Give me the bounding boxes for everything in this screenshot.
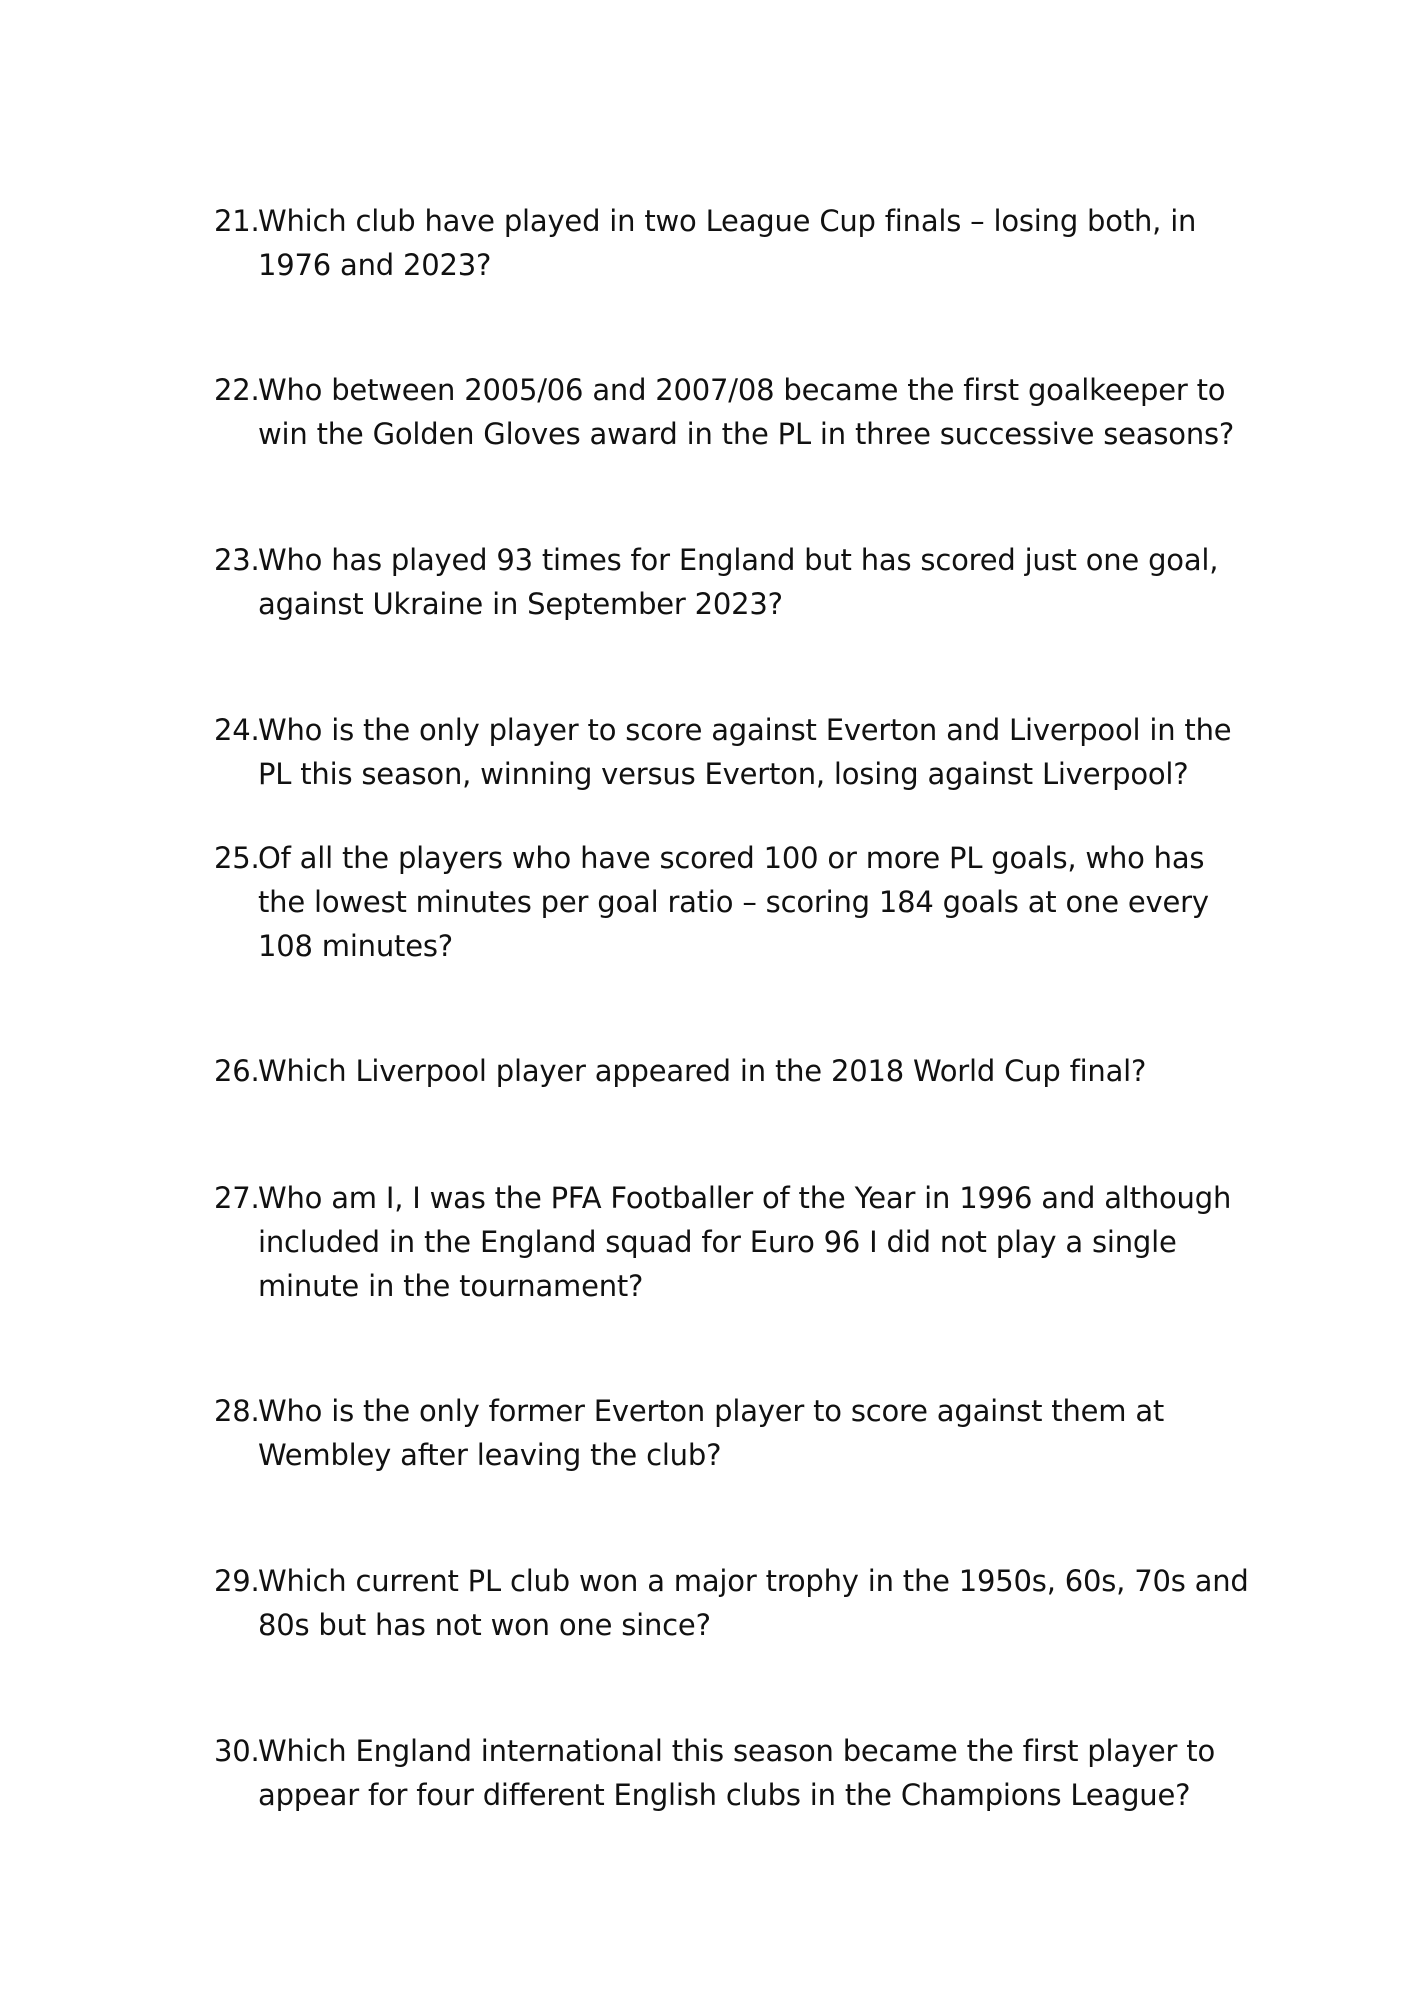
question-24: [214, 708, 1254, 796]
question-25: [214, 836, 1254, 968]
question-text: Which club have played in two League Cup finals – losing both, in 1976 and 2023?: [258, 204, 1197, 282]
question-23: [214, 538, 1254, 626]
question-27: [214, 1176, 1254, 1308]
question-text: Which England international this season became the first player to appear for four different English clubs in the Champions League?: [258, 1734, 1215, 1812]
question-text: Who am I, I was the PFA Footballer of the Year in 1996 and although included in the England squad for Euro 96 I did not play a single minute in the tournament?: [258, 1181, 1232, 1303]
question-text: Which Liverpool player appeared in the 2018 World Cup final?: [258, 1054, 1147, 1088]
question-number: 27.: [214, 1181, 260, 1215]
question-number: 25.: [214, 841, 260, 875]
question-number: 21.: [214, 204, 260, 238]
question-text: Of all the players who have scored 100 or more PL goals, who has the lowest minutes per goal ratio – scoring 184 goals at one every 108 minutes?: [258, 841, 1209, 963]
question-number: 30.: [214, 1734, 260, 1768]
question-29: [214, 1559, 1254, 1647]
question-30: [214, 1729, 1254, 1817]
question-22: [214, 368, 1254, 456]
question-text: Who between 2005/06 and 2007/08 became the first goalkeeper to win the Golden Gloves award in the PL in three successive seasons?: [258, 373, 1235, 451]
question-text: Who is the only former Everton player to score against them at Wembley after leaving the club?: [258, 1394, 1165, 1472]
question-number: 28.: [214, 1394, 260, 1428]
question-text: Who is the only player to score against Everton and Liverpool in the PL this season, winning versus Everton, losing against Liverpool?: [258, 713, 1232, 791]
question-text: Who has played 93 times for England but has scored just one goal, against Ukraine in September 2023?: [258, 543, 1219, 621]
question-text: Which current PL club won a major trophy in the 1950s, 60s, 70s and 80s but has not won one since?: [258, 1564, 1249, 1642]
question-number: 23.: [214, 543, 260, 577]
question-21: [214, 199, 1254, 287]
question-number: 26.: [214, 1054, 260, 1088]
question-number: 22.: [214, 373, 260, 407]
question-number: 29.: [214, 1564, 260, 1598]
question-28: [214, 1389, 1254, 1477]
question-number: 24.: [214, 713, 260, 747]
question-26: [214, 1049, 1254, 1093]
